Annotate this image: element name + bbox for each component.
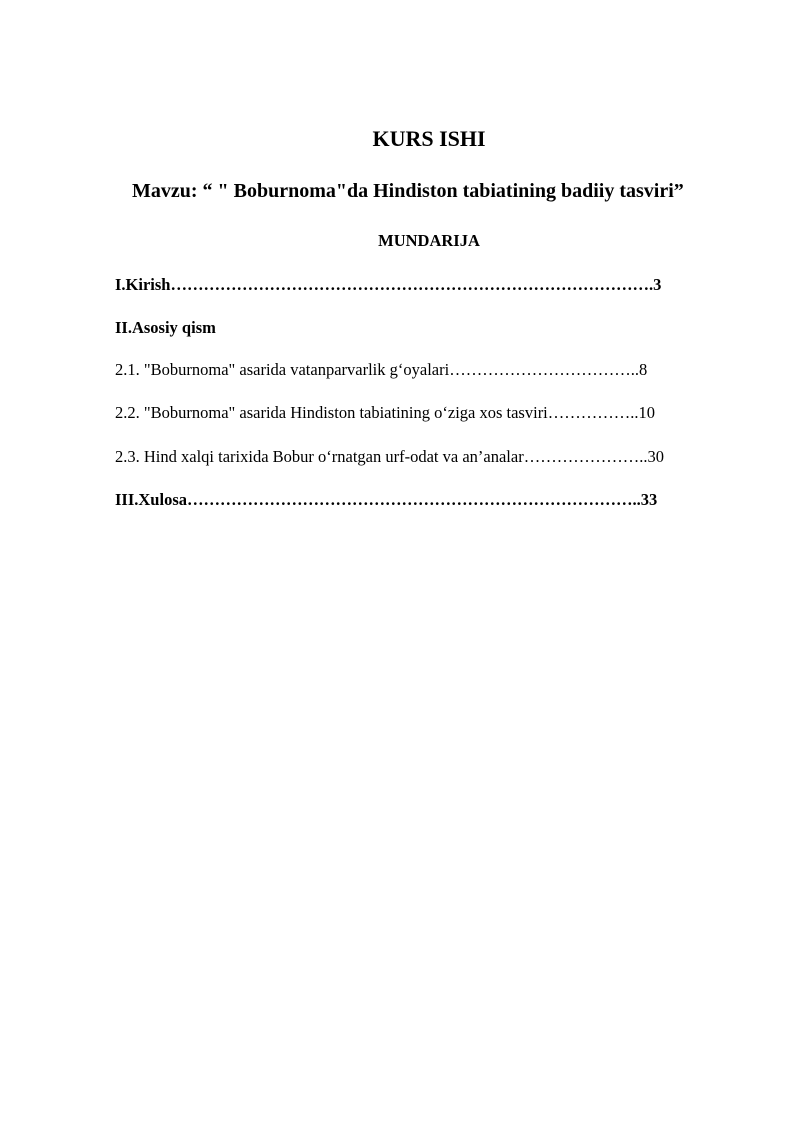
- toc-entry-2-1: 2.1. "Boburnoma" asarida vatanparvarlik g‘oyalari……………………………..8: [115, 360, 648, 379]
- toc-heading: MUNDARIJA: [378, 231, 480, 250]
- document-subtitle: Mavzu: “ " Boburnoma"da Hindiston tabiatining badiiy tasviri”: [132, 180, 684, 202]
- toc-entry-2-2: 2.2. "Boburnoma" asarida Hindiston tabiatining o‘ziga xos tasviri……………..10: [115, 403, 656, 422]
- toc-entry-asosiy-qism: II.Asosiy qism: [115, 318, 216, 337]
- toc-entry-2-3: 2.3. Hind xalqi tarixida Bobur o‘rnatgan urf-odat va an’analar…………………..30: [115, 447, 664, 466]
- toc-entry-kirish: I.Kirish…………………………………………………………………………….3: [115, 275, 662, 294]
- document-title: KURS ISHI: [372, 126, 486, 151]
- toc-entry-xulosa: III.Xulosa………………………………………………………………………..33: [115, 490, 658, 509]
